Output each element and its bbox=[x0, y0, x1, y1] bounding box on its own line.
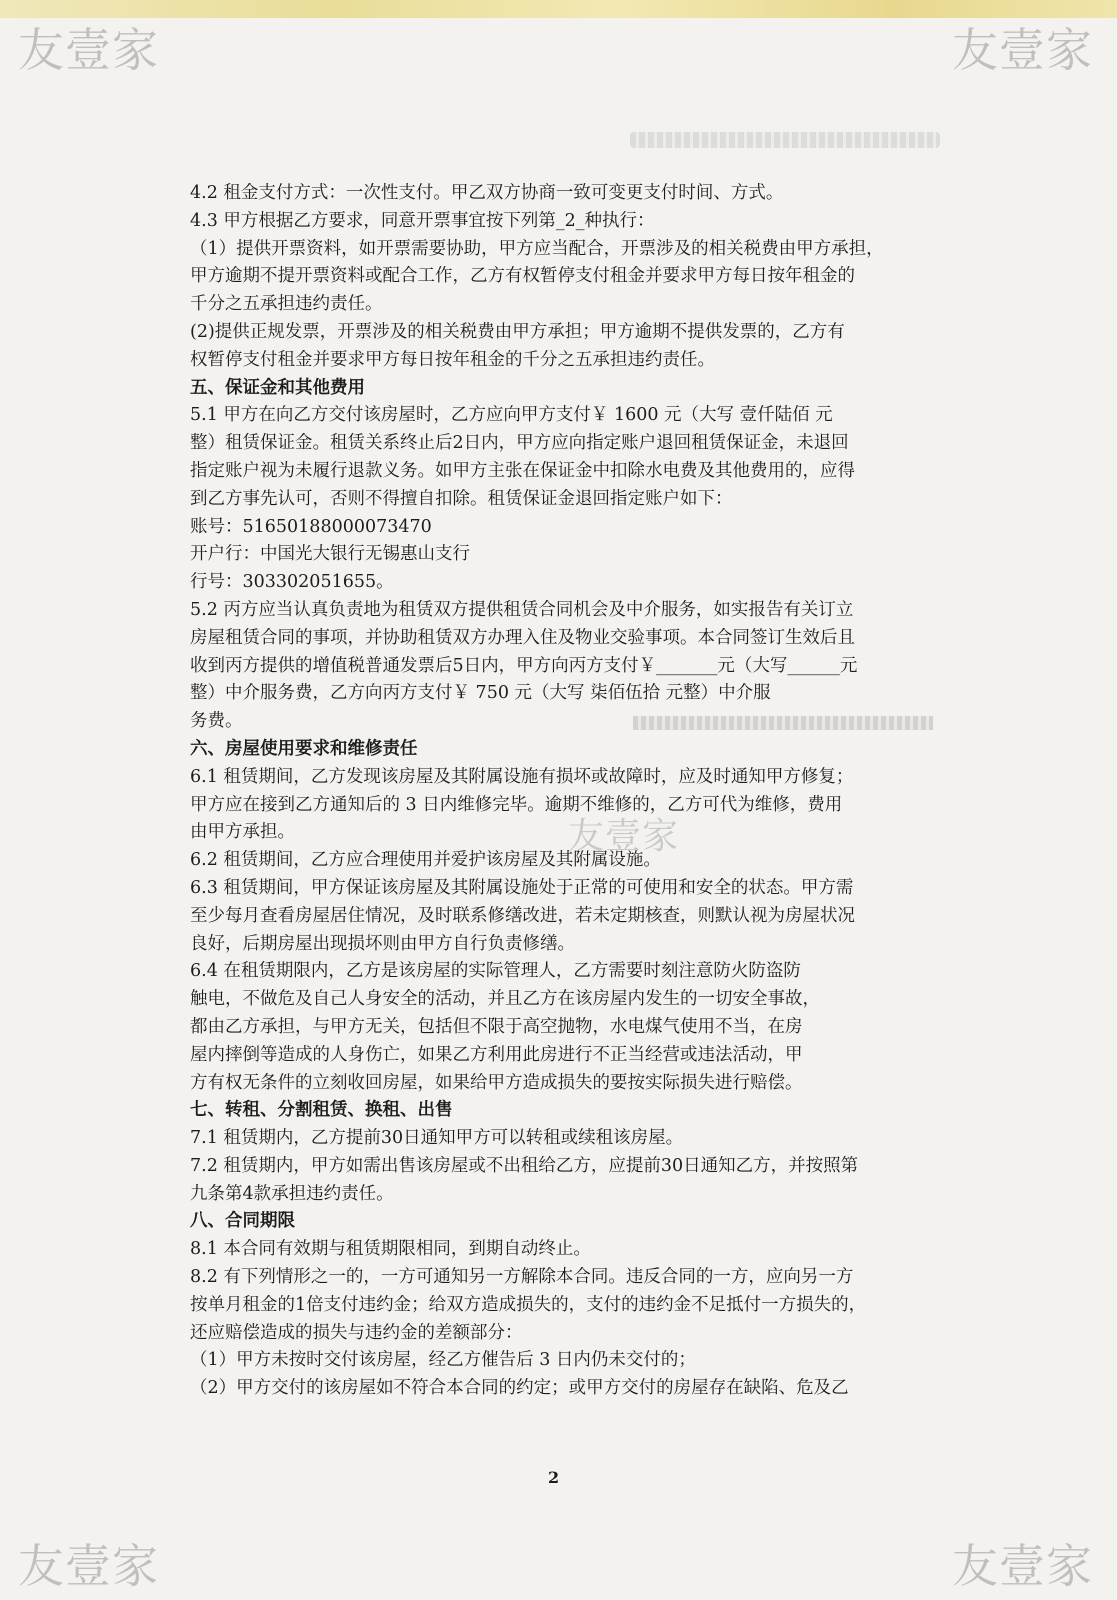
text-line: 收到丙方提供的增值税普通发票后5日内，甲方向丙方支付￥_______元（大写______元 bbox=[190, 655, 858, 676]
text-line: 触电，不做危及自己人身安全的活动，并且乙方在该房屋内发生的一切安全事故， bbox=[190, 989, 820, 1010]
text-line: 到乙方事先认可，否则不得擅自扣除。租赁保证金退回指定账户如下： bbox=[190, 488, 733, 509]
text-line: 4.2 租金支付方式：一次性支付。甲乙双方协商一致可变更支付时间、方式。 bbox=[190, 183, 784, 203]
text-line: （1）提供开票资料，如开票需要协助，甲方应当配合，开票涉及的相关税费由甲方承担， bbox=[190, 238, 884, 259]
contract-body bbox=[190, 180, 950, 1403]
text-line: 7.1 租赁期内，乙方提前30日通知甲方可以转租或续租该房屋。 bbox=[190, 1128, 684, 1149]
scan-smudge bbox=[630, 132, 940, 148]
text-line: 6.3 租赁期间，甲方保证该房屋及其附属设施处于正常的可使用和安全的状态。甲方需 bbox=[190, 877, 854, 898]
watermark: 友壹家 bbox=[18, 1539, 159, 1593]
text-line: 8.2 有下列情形之一的，一方可通知另一方解除本合同。违反合同的一方，应向另一方 bbox=[190, 1267, 854, 1288]
section-heading: 五、保证金和其他费用 bbox=[190, 377, 365, 398]
section-heading: 八、合同期限 bbox=[190, 1211, 295, 1232]
scan-top-strip bbox=[0, 0, 1117, 18]
text-line: 千分之五承担违约责任。 bbox=[190, 294, 383, 315]
text-line: （1）甲方未按时交付该房屋，经乙方催告后 3 日内仍未交付的； bbox=[190, 1350, 696, 1371]
text-line: 5.2 丙方应当认真负责地为租赁双方提供租赁合同机会及中介服务，如实报告有关订立 bbox=[190, 599, 854, 620]
text-line: 方有权无条件的立刻收回房屋，如果给甲方造成损失的要按实际损失进行赔偿。 bbox=[190, 1072, 803, 1093]
text-line: 行号：303302051655。 bbox=[190, 572, 394, 593]
text-line: 5.1 甲方在向乙方交付该房屋时，乙方应向甲方支付￥ 1600 元（大写 壹仟陆佰 元 bbox=[190, 405, 833, 426]
text-line: (2)提供正规发票，开票涉及的相关税费由甲方承担；甲方逾期不提供发票的，乙方有 bbox=[190, 321, 845, 342]
text-line: 6.2 租赁期间，乙方应合理使用并爱护该房屋及其附属设施。 bbox=[190, 850, 661, 871]
text-line: 房屋租赁合同的事项，并协助租赁双方办理入住及物业交验事项。本合同签订生效后且 bbox=[190, 627, 855, 648]
page-number: 2 bbox=[548, 1468, 560, 1487]
watermark: 友壹家 bbox=[568, 816, 680, 857]
text-line: （2）甲方交付的该房屋如不符合本合同的约定；或甲方交付的房屋存在缺陷、危及乙 bbox=[190, 1378, 849, 1399]
text-line: 整）中介服务费，乙方向丙方支付￥ 750 元（大写 柒佰伍拾 元整）中介服 bbox=[190, 683, 771, 704]
text-line: 至少每月查看房屋居住情况，及时联系修缮改进，若未定期核查，则默认视为房屋状况 bbox=[190, 905, 855, 926]
text-line: 还应赔偿造成的损失与违约金的差额部分： bbox=[190, 1322, 523, 1343]
text-line: 务费。 bbox=[190, 711, 243, 732]
text-line: 账号：51650188000073470 bbox=[190, 516, 432, 537]
text-line: 良好，后期房屋出现损坏则由甲方自行负责修缮。 bbox=[190, 933, 575, 954]
text-line: 权暂停支付租金并要求甲方每日按年租金的千分之五承担违约责任。 bbox=[190, 349, 715, 370]
text-line: 开户行：中国光大银行无锡惠山支行 bbox=[190, 544, 470, 565]
text-line: 6.4 在租赁期限内，乙方是该房屋的实际管理人，乙方需要时刻注意防火防盗防 bbox=[190, 961, 801, 982]
text-line: 4.3 甲方根据乙方要求，同意开票事宜按下列第_2_种执行： bbox=[190, 210, 655, 231]
section-heading: 七、转租、分割租赁、换租、出售 bbox=[190, 1100, 453, 1121]
section-heading: 六、房屋使用要求和维修责任 bbox=[190, 738, 418, 759]
text-line: 九条第4款承担违约责任。 bbox=[190, 1183, 394, 1204]
text-line: 指定账户视为未履行退款义务。如甲方主张在保证金中扣除水电费及其他费用的，应得 bbox=[190, 460, 855, 481]
text-line: 甲方应在接到乙方通知后的 3 日内维修完毕。逾期不维修的，乙方可代为维修，费用 bbox=[190, 794, 843, 815]
text-line: 都由乙方承担，与甲方无关，包括但不限于高空抛物，水电煤气使用不当，在房 bbox=[190, 1016, 803, 1037]
watermark: 友壹家 bbox=[18, 23, 159, 77]
text-line: 7.2 租赁期内，甲方如需出售该房屋或不出租给乙方，应提前30日通知乙方，并按照第 bbox=[190, 1155, 859, 1176]
text-line: 8.1 本合同有效期与租赁期限相同，到期自动终止。 bbox=[190, 1239, 591, 1260]
text-line: 整）租赁保证金。租赁关系终止后2日内，甲方应向指定账户退回租赁保证金，未退回 bbox=[190, 433, 849, 454]
text-line: 6.1 租赁期间，乙方发现该房屋及其附属设施有损坏或故障时，应及时通知甲方修复； bbox=[190, 766, 854, 787]
text-line: 甲方逾期不提开票资料或配合工作，乙方有权暂停支付租金并要求甲方每日按年租金的 bbox=[190, 266, 855, 287]
text-line: 屋内摔倒等造成的人身伤亡，如果乙方利用此房进行不正当经营或违法活动，甲 bbox=[190, 1044, 803, 1065]
text-line: 按单月租金的1倍支付违约金；给双方造成损失的，支付的违约金不足抵付一方损失的， bbox=[190, 1294, 867, 1315]
watermark: 友壹家 bbox=[952, 1539, 1093, 1593]
watermark: 友壹家 bbox=[952, 23, 1093, 77]
text-line: 由甲方承担。 bbox=[190, 822, 295, 843]
